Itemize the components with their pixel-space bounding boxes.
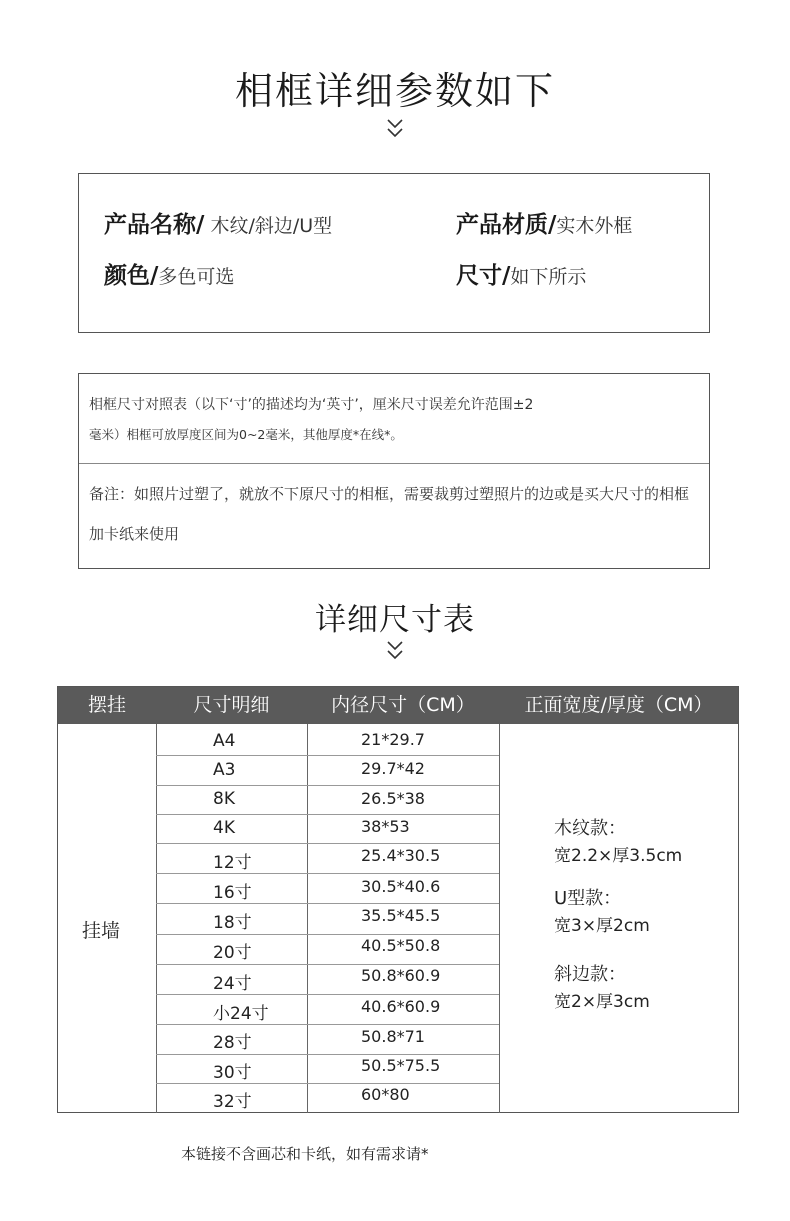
header-size: 尺寸明细 — [193, 694, 270, 716]
size-cell: 20寸 — [213, 943, 252, 963]
u-shape-spec — [554, 885, 650, 939]
header-width-thickness: 正面宽度/厚度（CM） — [524, 694, 713, 716]
inner-size-cell: 25.4*30.5 — [361, 846, 441, 865]
inner-size-cell: 50.8*60.9 — [361, 966, 441, 985]
inner-size-cell: 35.5*45.5 — [361, 906, 441, 925]
size-cell: A4 — [213, 731, 236, 751]
size-cell: 16寸 — [213, 883, 252, 903]
product-size-value: 如下所示 — [510, 266, 587, 288]
inner-size-cell: 40.5*50.8 — [361, 936, 441, 955]
beveled-edge-spec — [554, 961, 650, 1015]
size-cell: 8K — [213, 789, 235, 809]
inner-size-cell: 29.7*42 — [361, 759, 425, 778]
inner-size-cell: 60*80 — [361, 1085, 410, 1104]
inner-size-cell: 26.5*38 — [361, 789, 425, 808]
wood-grain-spec — [554, 815, 682, 869]
note-divider — [79, 463, 709, 464]
spec-title: 斜边款： — [554, 964, 626, 985]
inner-size-cell: 21*29.7 — [361, 730, 425, 749]
product-name-item — [104, 206, 332, 239]
size-table-title: 详细尺寸表 — [315, 602, 475, 638]
size-notes-box — [78, 373, 710, 569]
table-row-divider — [156, 994, 499, 995]
product-size-label: 尺寸/ — [456, 263, 511, 289]
product-color-value: 多色可选 — [158, 266, 235, 288]
product-info-box — [78, 173, 710, 333]
size-cell: 28寸 — [213, 1033, 252, 1053]
spec-value: 宽2.2×厚3.5cm — [554, 846, 683, 866]
product-material-label: 产品材质/ — [456, 212, 557, 238]
table-row-divider — [156, 1024, 499, 1025]
product-material-value: 实木外框 — [556, 215, 633, 237]
inner-size-cell: 50.5*75.5 — [361, 1056, 441, 1075]
table-row-divider — [156, 964, 499, 965]
size-tolerance-note — [89, 390, 701, 450]
size-cell: 小24寸 — [213, 1004, 269, 1024]
product-material-item — [456, 206, 632, 239]
product-name-value: 木纹/斜边/U型 — [204, 215, 333, 237]
mount-type-cell: 挂墙 — [82, 920, 121, 942]
size-cell: 30寸 — [213, 1063, 252, 1083]
table-row-divider — [156, 1054, 499, 1055]
size-cell: 24寸 — [213, 974, 252, 994]
table-row-divider — [156, 785, 499, 786]
note-line-1: 相框尺寸对照表（以下‘寸’的描述均为‘英寸’，厘米尺寸误差允许范围±2 — [89, 397, 534, 413]
size-cell: 32寸 — [213, 1092, 252, 1112]
main-title: 相框详细参数如下 — [234, 69, 555, 113]
header-inner-size: 内径尺寸（CM） — [331, 694, 475, 716]
table-row-divider — [156, 814, 499, 815]
remark-note: 备注：如照片过塑了，就放不下原尺寸的相框，需要裁剪过塑照片的边或是买大尺寸的相框加卡纸来使用 — [89, 485, 690, 543]
table-column-divider — [499, 724, 500, 1113]
table-row-divider — [156, 843, 499, 844]
spec-title: U型款： — [554, 888, 622, 909]
table-row-divider — [156, 903, 499, 904]
inner-size-cell: 40.6*60.9 — [361, 997, 441, 1016]
double-chevron-down-icon — [385, 640, 405, 662]
inner-size-cell: 38*53 — [361, 817, 410, 836]
inner-size-cell: 50.8*71 — [361, 1027, 425, 1046]
size-cell: 4K — [213, 818, 235, 838]
size-cell: 18寸 — [213, 913, 252, 933]
inner-size-cell: 30.5*40.6 — [361, 877, 441, 896]
product-color-item — [104, 257, 234, 290]
spec-value: 宽3×厚2cm — [554, 916, 650, 936]
size-cell: A3 — [213, 760, 236, 780]
spec-value: 宽2×厚3cm — [554, 992, 650, 1012]
spec-title: 木纹款： — [554, 818, 626, 839]
table-row-divider — [156, 873, 499, 874]
double-chevron-down-icon — [385, 118, 405, 140]
product-name-label: 产品名称/ — [104, 212, 205, 238]
table-row-divider — [156, 934, 499, 935]
product-size-item — [456, 257, 586, 290]
product-color-label: 颜色/ — [104, 263, 159, 289]
note-line-2: 毫米）相框可放厚度区间为0~2毫米，其他厚度*在线*。 — [89, 427, 403, 442]
table-row-divider — [156, 1083, 499, 1084]
header-mount: 摆挂 — [87, 694, 126, 716]
size-cell: 12寸 — [213, 853, 252, 873]
table-header-row — [58, 687, 738, 724]
footer-note: 本链接不含画芯和卡纸，如有需求请* — [181, 1145, 429, 1163]
table-row-divider — [156, 755, 499, 756]
